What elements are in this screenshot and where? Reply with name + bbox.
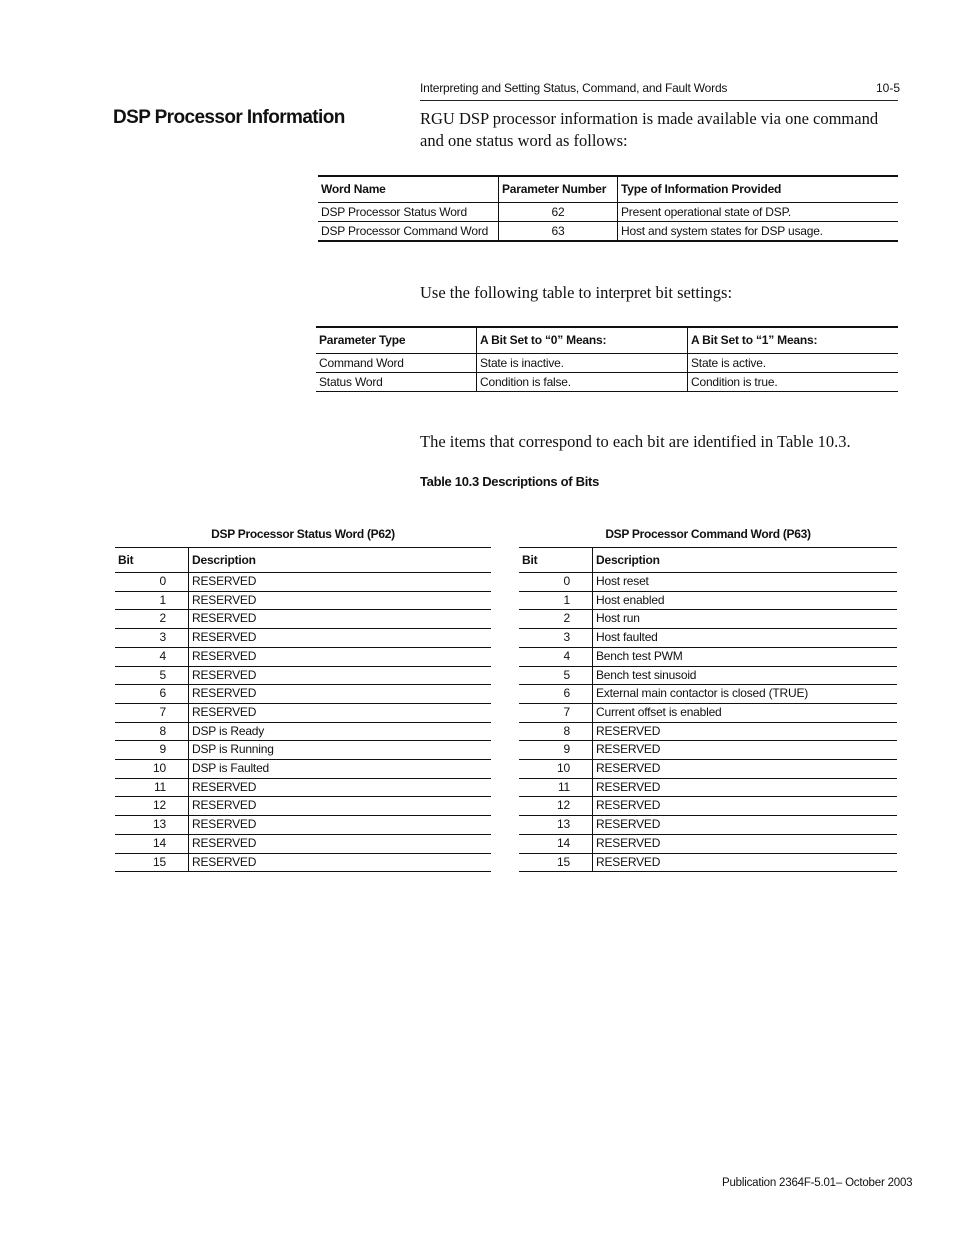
bit-number-cell: 10 [519, 760, 593, 779]
bit-number-cell: 12 [519, 797, 593, 816]
bit-number-cell: 4 [115, 647, 189, 666]
bit-description-cell: RESERVED [593, 760, 898, 779]
bit-zero-meaning-cell: Condition is false. [477, 373, 688, 392]
command-table-header-row [519, 548, 897, 573]
table-row [519, 816, 897, 835]
status-word-table [115, 547, 491, 872]
bit-number-cell: 9 [519, 741, 593, 760]
page-number: 10-5 [876, 81, 901, 95]
parameter-type-cell: Status Word [316, 373, 477, 392]
bit-number-cell: 10 [115, 760, 189, 779]
bit-description-cell: Current offset is enabled [593, 703, 898, 722]
bit-number-cell: 2 [115, 610, 189, 629]
bit-zero-meaning-cell: State is inactive. [477, 354, 688, 373]
table-row [519, 797, 897, 816]
bit-number-cell: 15 [519, 853, 593, 872]
bit-one-meaning-cell: State is active. [688, 354, 899, 373]
bit-description-cell: DSP is Faulted [189, 760, 492, 779]
bit-number-cell: 11 [115, 778, 189, 797]
bit-number-cell: 0 [115, 573, 189, 592]
bit-setting-table [316, 326, 898, 392]
table-row [318, 203, 898, 222]
bit-number-cell: 14 [115, 834, 189, 853]
bit-description-cell: RESERVED [593, 834, 898, 853]
bit-description-cell: Host reset [593, 573, 898, 592]
bit-description-cell: RESERVED [189, 834, 492, 853]
table-row [115, 722, 491, 741]
table-row [519, 647, 897, 666]
publication-footer: Publication 2364F-5.01– October 2003 [722, 1177, 913, 1189]
running-header-title: Interpreting and Setting Status, Command, and Fault Words [420, 81, 728, 95]
bit-number-cell: 5 [519, 666, 593, 685]
bit-header: Bit [519, 548, 593, 573]
bit-description-cell: RESERVED [593, 741, 898, 760]
table-row [115, 778, 491, 797]
word-table [318, 175, 898, 242]
word-table-header: Parameter Number [499, 176, 618, 203]
bit-description-cell: RESERVED [593, 797, 898, 816]
word-table-header: Type of Information Provided [618, 176, 899, 203]
table-row [519, 629, 897, 648]
table-row [519, 778, 897, 797]
bit-description-cell: RESERVED [192, 854, 257, 869]
bit-number-cell: 5 [115, 666, 189, 685]
bit-description-cell: RESERVED [189, 629, 492, 648]
table-row [519, 591, 897, 610]
table-row [115, 703, 491, 722]
table-row [115, 629, 491, 648]
bit-description-cell: Host enabled [593, 591, 898, 610]
description-header: Description [189, 548, 492, 573]
interpret-paragraph: Use the following table to interpret bit settings: [420, 283, 733, 302]
bit-number-cell: 2 [519, 610, 593, 629]
command-word-caption: DSP Processor Command Word (P63) [605, 527, 811, 541]
bit-number-cell: 13 [519, 816, 593, 835]
table-row [115, 760, 491, 779]
bit-number-cell: 7 [115, 703, 189, 722]
table-row [115, 853, 491, 872]
bit-number-cell: 6 [519, 685, 593, 704]
table-row [115, 741, 491, 760]
table-row [519, 760, 897, 779]
table-row [519, 666, 897, 685]
bit-description-cell: RESERVED [189, 778, 492, 797]
table-row [519, 685, 897, 704]
table-row [519, 610, 897, 629]
info-type-cell: Host and system states for DSP usage. [621, 224, 823, 238]
bit-description-cell: DSP is Ready [189, 722, 492, 741]
bit-one-meaning-cell: Condition is true. [691, 375, 778, 389]
parameter-type-cell: Command Word [316, 354, 477, 373]
table-row [519, 573, 897, 592]
table-row [519, 741, 897, 760]
bit-header: Bit [115, 548, 189, 573]
bit-description-cell: RESERVED [189, 666, 492, 685]
table-row [318, 222, 898, 242]
bit-description-cell: RESERVED [593, 816, 898, 835]
bit-number-cell: 0 [519, 573, 593, 592]
bit-table-header: A Bit Set to “1” Means: [688, 327, 899, 354]
header-rule [420, 100, 898, 101]
word-name-cell: DSP Processor Status Word [318, 203, 499, 222]
bit-description-cell: DSP is Running [189, 741, 492, 760]
bit-number-cell: 9 [115, 741, 189, 760]
section-title: DSP Processor Information [113, 107, 345, 128]
bit-description-cell: RESERVED [189, 703, 492, 722]
word-table-header-row [318, 176, 898, 203]
bit-description-cell: RESERVED [593, 722, 898, 741]
table-row [115, 610, 491, 629]
items-paragraph: The items that correspond to each bit are identified in Table 10.3. [420, 432, 851, 451]
word-name-cell: DSP Processor Command Word [318, 222, 499, 242]
bit-number-cell: 11 [519, 778, 593, 797]
bit-description-cell: Bench test sinusoid [593, 666, 898, 685]
bit-number-cell: 1 [519, 591, 593, 610]
bit-number-cell: 6 [115, 685, 189, 704]
word-table-header: Word Name [318, 176, 499, 203]
table-row [519, 722, 897, 741]
bit-number-cell: 13 [115, 816, 189, 835]
description-header: Description [593, 548, 898, 573]
bit-number-cell: 12 [115, 797, 189, 816]
table-row [519, 853, 897, 872]
table-row [115, 816, 491, 835]
bit-description-cell: Bench test PWM [593, 647, 898, 666]
bit-description-cell: RESERVED [189, 591, 492, 610]
parameter-number-cell: 62 [499, 203, 618, 222]
status-table-header-row [115, 548, 491, 573]
intro-paragraph: RGU DSP processor information is made available via one command and one status word as follows: [420, 109, 879, 150]
table-row [115, 666, 491, 685]
bit-number-cell: 1 [115, 591, 189, 610]
bit-number-cell: 8 [115, 722, 189, 741]
bit-description-cell: RESERVED [189, 610, 492, 629]
status-table-body [115, 573, 491, 872]
table-row [115, 685, 491, 704]
table-caption: Table 10.3 Descriptions of Bits [420, 474, 600, 489]
bit-description-cell: RESERVED [189, 573, 492, 592]
bit-description-cell: RESERVED [189, 647, 492, 666]
status-word-caption: DSP Processor Status Word (P62) [211, 527, 395, 541]
table-row [519, 834, 897, 853]
table-row [115, 573, 491, 592]
command-table-body [519, 573, 897, 872]
parameter-number-cell: 63 [499, 222, 618, 242]
table-row [316, 373, 898, 392]
command-word-table [519, 547, 897, 872]
table-row [115, 591, 491, 610]
table-row [115, 647, 491, 666]
table-row [115, 797, 491, 816]
bit-number-cell: 8 [519, 722, 593, 741]
bit-table-header-row [316, 327, 898, 354]
bit-table-header: A Bit Set to “0” Means: [477, 327, 688, 354]
bit-table-header: Parameter Type [316, 327, 477, 354]
bit-description-cell: Host faulted [593, 629, 898, 648]
bit-description-cell: RESERVED [189, 797, 492, 816]
bit-description-cell: RESERVED [593, 778, 898, 797]
bit-description-cell: Host run [593, 610, 898, 629]
bit-description-cell: RESERVED [596, 854, 661, 869]
bit-description-cell: RESERVED [189, 685, 492, 704]
bit-number-cell: 14 [519, 834, 593, 853]
table-row [115, 834, 491, 853]
table-row [519, 703, 897, 722]
bit-description-cell: External main contactor is closed (TRUE) [593, 685, 898, 704]
bit-number-cell: 3 [519, 629, 593, 648]
bit-number-cell: 7 [519, 703, 593, 722]
bit-number-cell: 3 [115, 629, 189, 648]
bit-number-cell: 15 [115, 853, 189, 872]
table-row [316, 354, 898, 373]
bit-number-cell: 4 [519, 647, 593, 666]
info-type-cell: Present operational state of DSP. [618, 203, 899, 222]
bit-description-cell: RESERVED [189, 816, 492, 835]
